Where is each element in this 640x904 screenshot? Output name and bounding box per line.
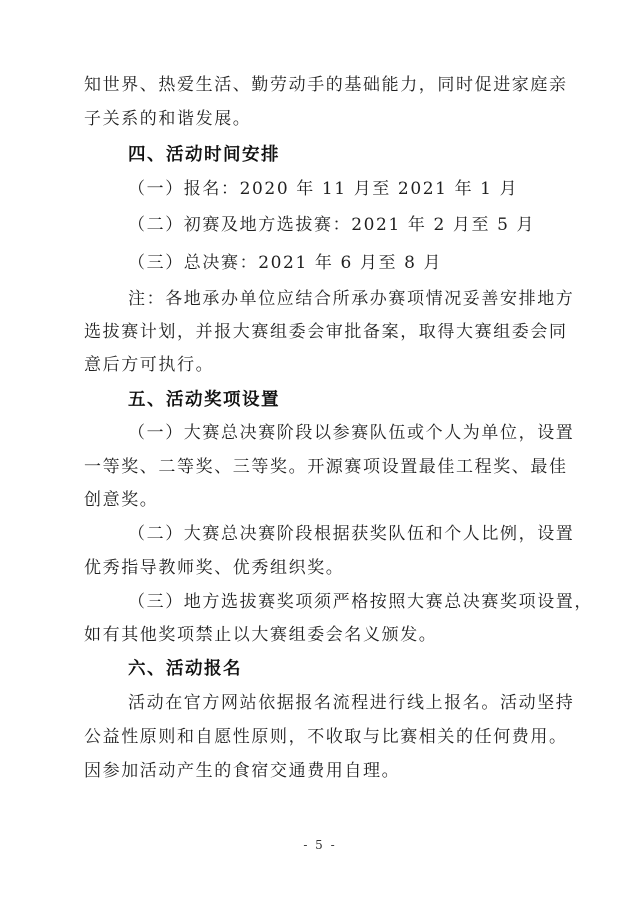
award-para-1-line-1: （一）大赛总决赛阶段以参赛队伍或个人为单位，设置	[128, 423, 575, 443]
section-4-heading: 四、活动时间安排	[128, 145, 280, 165]
award-para-3-line-1: （三）地方选拔赛奖项须严格按照大赛总决赛奖项设置，	[128, 592, 593, 612]
registration-line-2: 公益性原则和自愿性原则，不收取与比赛相关的任何费用。	[84, 727, 568, 747]
note-line-1: 注：各地承办单位应结合所承办赛项情况妥善安排地方	[128, 289, 575, 309]
registration-line-3: 因参加活动产生的食宿交通费用自理。	[84, 761, 401, 781]
note-line-3: 意后方可执行。	[84, 355, 215, 375]
page-number: - 5 -	[303, 838, 337, 852]
section-6-heading: 六、活动报名	[128, 659, 242, 679]
schedule-item-1: （一）报名：2020 年 11 月至 2021 年 1 月	[128, 179, 519, 199]
award-para-1-line-2: 一等奖、二等奖、三等奖。开源赛项设置最佳工程奖、最佳	[84, 457, 568, 477]
intro-line-2: 子关系的和谐发展。	[84, 109, 252, 129]
intro-line-1: 知世界、热爱生活、勤劳动手的基础能力，同时促进家庭亲	[84, 75, 568, 95]
schedule-item-2: （二）初赛及地方选拔赛：2021 年 2 月至 5 月	[128, 215, 536, 235]
schedule-item-3: （三）总决赛：2021 年 6 月至 8 月	[128, 253, 443, 273]
section-5-heading: 五、活动奖项设置	[128, 390, 280, 410]
award-para-1-line-3: 创意奖。	[84, 490, 159, 510]
registration-line-1: 活动在官方网站依据报名流程进行线上报名。活动坚持	[128, 693, 575, 713]
award-para-2-line-1: （二）大赛总决赛阶段根据获奖队伍和个人比例，设置	[128, 524, 575, 544]
note-line-2: 选拔赛计划，并报大赛组委会审批备案，取得大赛组委会同	[84, 322, 568, 342]
award-para-2-line-2: 优秀指导教师奖、优秀组织奖。	[84, 558, 345, 578]
award-para-3-line-2: 如有其他奖项禁止以大赛组委会名义颁发。	[84, 625, 438, 645]
